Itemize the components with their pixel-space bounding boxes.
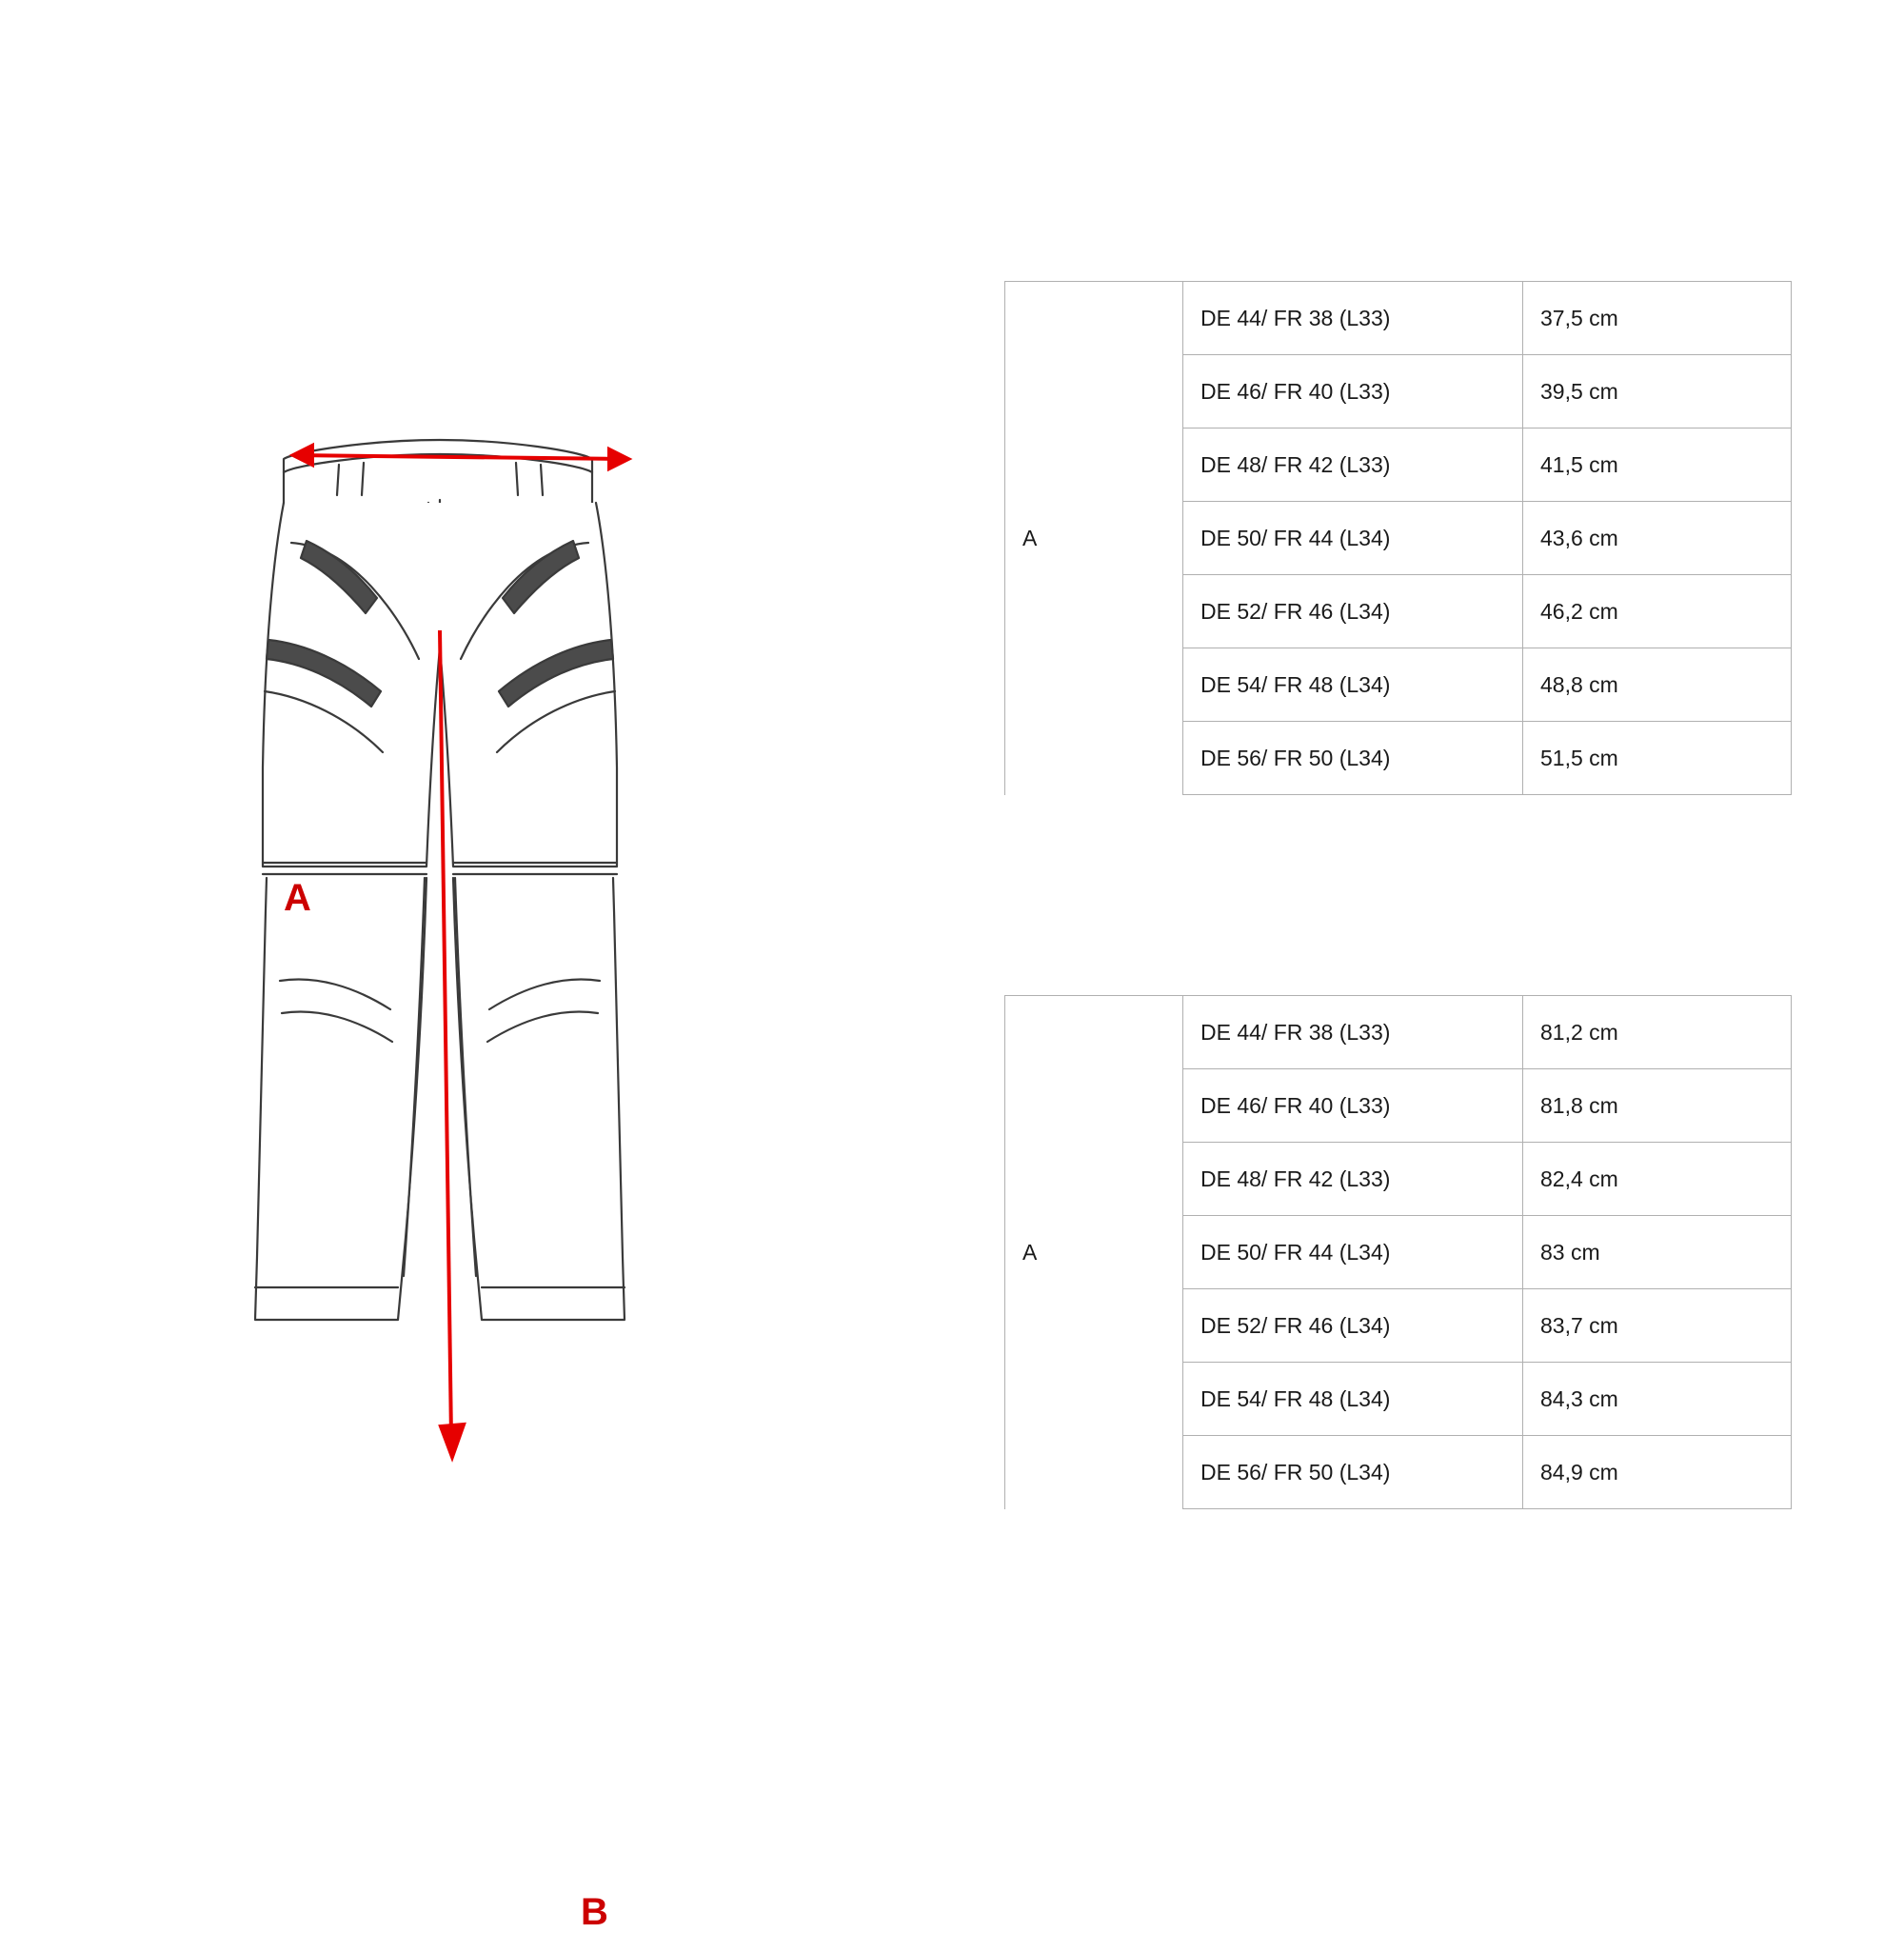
waist-measurement-table [1004, 281, 1792, 795]
waist-label-a: A [284, 877, 311, 919]
value-cell: 41,5 cm [1523, 428, 1792, 502]
value-cell: 81,8 cm [1523, 1069, 1792, 1143]
size-cell: DE 46/ FR 40 (L33) [1183, 1069, 1523, 1143]
size-cell: DE 56/ FR 50 (L34) [1183, 1436, 1523, 1509]
size-cell: DE 50/ FR 44 (L34) [1183, 1216, 1523, 1289]
value-cell: 48,8 cm [1523, 648, 1792, 722]
size-cell: DE 48/ FR 42 (L33) [1183, 1143, 1523, 1216]
size-cell: DE 46/ FR 40 (L33) [1183, 355, 1523, 428]
table-letter-cell: A [1005, 996, 1183, 1509]
value-cell: 82,4 cm [1523, 1143, 1792, 1216]
size-cell: DE 44/ FR 38 (L33) [1183, 282, 1523, 355]
value-cell: 83 cm [1523, 1216, 1792, 1289]
value-cell: 84,9 cm [1523, 1436, 1792, 1509]
garment-diagram [238, 419, 790, 1933]
size-cell: DE 56/ FR 50 (L34) [1183, 722, 1523, 795]
size-cell: DE 54/ FR 48 (L34) [1183, 1363, 1523, 1436]
size-cell: DE 48/ FR 42 (L33) [1183, 428, 1523, 502]
table-letter-cell: A [1005, 282, 1183, 795]
size-cell: DE 50/ FR 44 (L34) [1183, 502, 1523, 575]
value-cell: 43,6 cm [1523, 502, 1792, 575]
value-cell: 46,2 cm [1523, 575, 1792, 648]
inseam-label-b: B [581, 1891, 608, 1933]
value-cell: 84,3 cm [1523, 1363, 1792, 1436]
table-row [1005, 996, 1792, 1069]
value-cell: 39,5 cm [1523, 355, 1792, 428]
value-cell: 83,7 cm [1523, 1289, 1792, 1363]
size-cell: DE 44/ FR 38 (L33) [1183, 996, 1523, 1069]
value-cell: 51,5 cm [1523, 722, 1792, 795]
size-cell: DE 52/ FR 46 (L34) [1183, 1289, 1523, 1363]
inseam-measurement-table [1004, 995, 1792, 1509]
value-cell: 37,5 cm [1523, 282, 1792, 355]
zip-off-trousers-icon [238, 419, 790, 1524]
value-cell: 81,2 cm [1523, 996, 1792, 1069]
size-cell: DE 52/ FR 46 (L34) [1183, 575, 1523, 648]
size-cell: DE 54/ FR 48 (L34) [1183, 648, 1523, 722]
table-row [1005, 282, 1792, 355]
